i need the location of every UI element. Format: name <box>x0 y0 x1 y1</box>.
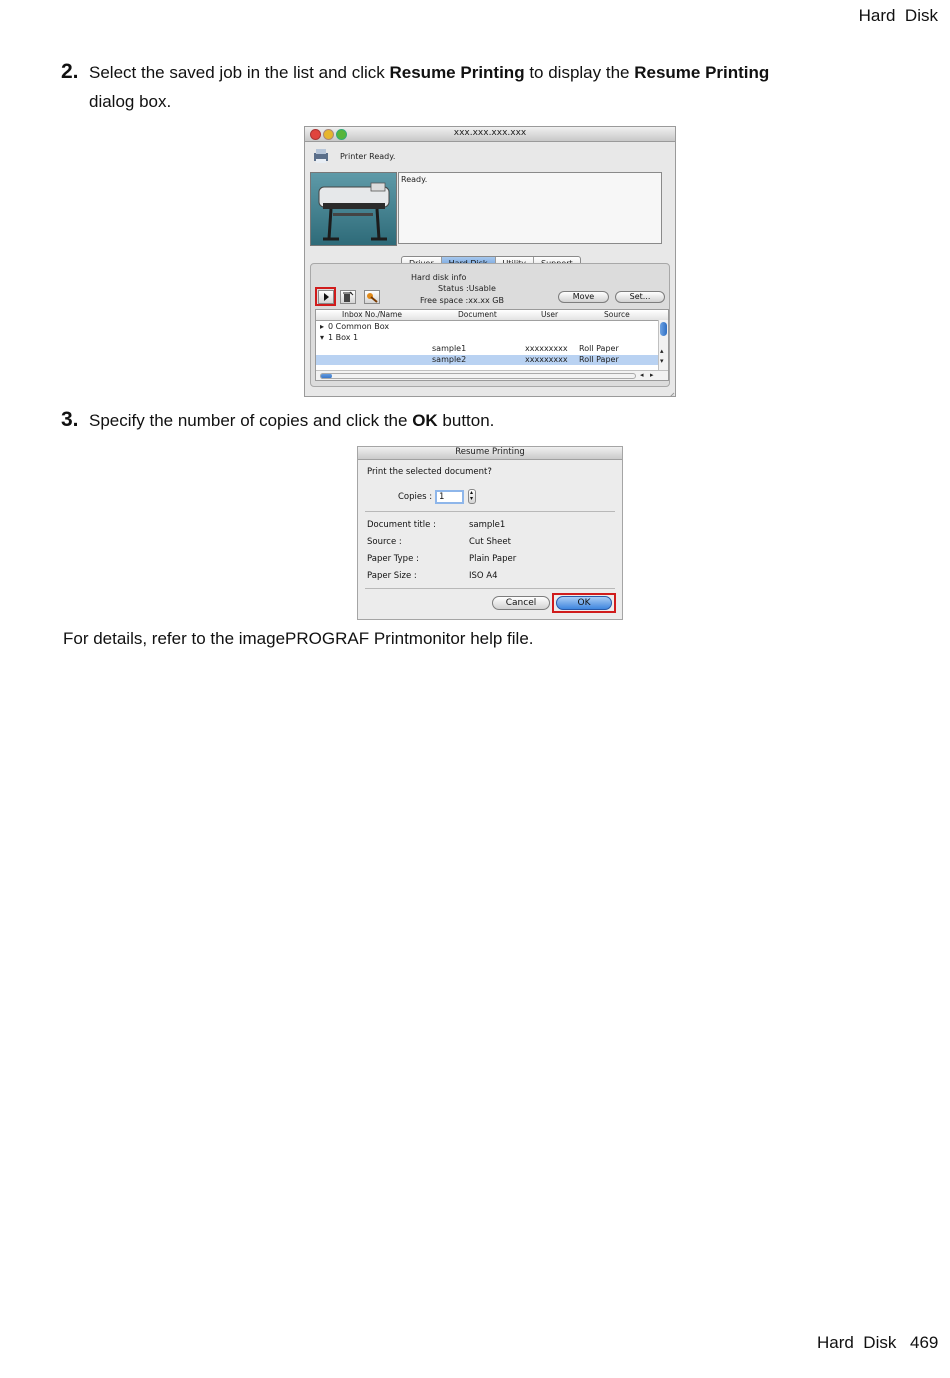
hard-disk-status: Status :Usable <box>438 284 496 293</box>
footnote: For details, refer to the imagePROGRAF Printmonitor help file. <box>63 629 534 648</box>
row-source: Roll Paper <box>579 355 619 364</box>
scroll-down-icon[interactable]: ▾ <box>660 357 664 365</box>
column-source[interactable]: Source <box>604 310 630 319</box>
table-row[interactable] <box>316 344 658 354</box>
document-title-label: Document title : <box>367 520 436 530</box>
tools-icon <box>365 291 379 303</box>
dialog-title: Resume Printing <box>455 447 525 457</box>
row-user: xxxxxxxxx <box>525 344 568 353</box>
delete-job-button[interactable] <box>340 290 356 304</box>
divider <box>365 511 615 512</box>
step-2-text <box>89 58 889 116</box>
printer-image <box>310 172 397 246</box>
move-button[interactable]: Move <box>558 291 609 303</box>
paper-size-value: ISO A4 <box>469 571 498 581</box>
stepper-down-icon[interactable]: ▾ <box>470 495 474 502</box>
printmonitor-window <box>304 126 676 397</box>
ok-button[interactable]: OK <box>556 596 612 610</box>
footer-section: Hard Disk <box>817 1333 897 1352</box>
tree-item-common-box[interactable] <box>320 322 389 331</box>
column-document[interactable]: Document <box>458 310 497 319</box>
step-3-text-c: button. <box>437 411 495 430</box>
paper-type-label: Paper Type : <box>367 554 419 564</box>
play-icon <box>319 291 333 303</box>
scroll-left-icon[interactable]: ◂ <box>640 371 644 379</box>
copies-field[interactable] <box>435 490 464 504</box>
step-2-text-line2: dialog box. <box>89 92 172 111</box>
running-header: Hard Disk <box>858 6 938 25</box>
window-titlebar <box>305 127 675 142</box>
column-inbox[interactable]: Inbox No./Name <box>342 310 403 319</box>
tree-item-box-1[interactable] <box>320 333 358 342</box>
step-2-text-c: to display the <box>524 63 635 82</box>
table-row-selected[interactable] <box>316 355 658 365</box>
step-3-number: 3. <box>61 408 79 431</box>
scroll-up-icon[interactable]: ▴ <box>660 347 664 355</box>
step-2-text-a: Select the saved job in the list and click <box>89 63 390 82</box>
row-document: sample1 <box>432 344 467 353</box>
trash-icon <box>341 291 355 303</box>
row-user: xxxxxxxxx <box>525 355 568 364</box>
dialog-titlebar <box>358 447 622 460</box>
paper-type-value: Plain Paper <box>469 554 517 564</box>
step-3-text-b: OK <box>412 411 438 430</box>
dialog-question: Print the selected document? <box>367 467 492 477</box>
tree-item-common-box-label: 0 Common Box <box>328 322 390 331</box>
disclosure-down-icon[interactable]: ▾ <box>320 333 325 342</box>
job-properties-button[interactable] <box>364 290 380 304</box>
column-user[interactable]: User <box>541 310 559 319</box>
hscroll-track[interactable] <box>320 373 636 379</box>
divider <box>365 588 615 589</box>
tree-item-box-1-label: 1 Box 1 <box>328 333 359 342</box>
table-row-cut <box>316 366 658 369</box>
resize-grip-icon[interactable] <box>666 386 675 395</box>
job-list[interactable] <box>315 309 669 381</box>
row-document: sample2 <box>432 355 467 364</box>
step-2-text-b: Resume Printing <box>389 63 525 82</box>
step-2-number: 2. <box>61 60 79 83</box>
page-number: 469 <box>910 1333 939 1352</box>
step-3-text-a: Specify the number of copies and click the <box>89 411 413 430</box>
copies-value: 1 <box>439 492 445 502</box>
document-title-value: sample1 <box>469 520 506 530</box>
set-button[interactable]: Set... <box>615 291 665 303</box>
copies-stepper[interactable] <box>468 489 476 504</box>
copies-label: Copies : <box>398 492 433 502</box>
printer-status-icon <box>312 147 330 165</box>
paper-size-label: Paper Size : <box>367 571 417 581</box>
step-2-text-d: Resume Printing <box>634 63 770 82</box>
source-value: Cut Sheet <box>469 537 511 547</box>
hard-disk-info-title: Hard disk info <box>411 273 467 282</box>
step-3-text <box>89 406 889 435</box>
printer-status-text: Printer Ready. <box>340 152 396 161</box>
cancel-button[interactable]: Cancel <box>492 596 550 610</box>
hard-disk-free-space: Free space :xx.xx GB <box>420 296 504 305</box>
resume-printing-button[interactable] <box>318 290 334 304</box>
stepper-up-icon[interactable]: ▴ <box>470 489 474 496</box>
row-source: Roll Paper <box>579 344 619 353</box>
message-box <box>398 172 662 244</box>
resume-printing-dialog <box>357 446 623 620</box>
source-label: Source : <box>367 537 402 547</box>
window-title: xxx.xxx.xxx.xxx <box>453 128 527 138</box>
disclosure-right-icon[interactable]: ▸ <box>320 322 325 331</box>
scroll-thumb[interactable] <box>660 322 667 336</box>
horizontal-scrollbar[interactable] <box>316 370 668 381</box>
scroll-right-icon[interactable]: ▸ <box>650 371 654 379</box>
vertical-scrollbar[interactable] <box>658 320 669 370</box>
message-text: Ready. <box>401 175 428 184</box>
job-list-header <box>316 310 668 321</box>
